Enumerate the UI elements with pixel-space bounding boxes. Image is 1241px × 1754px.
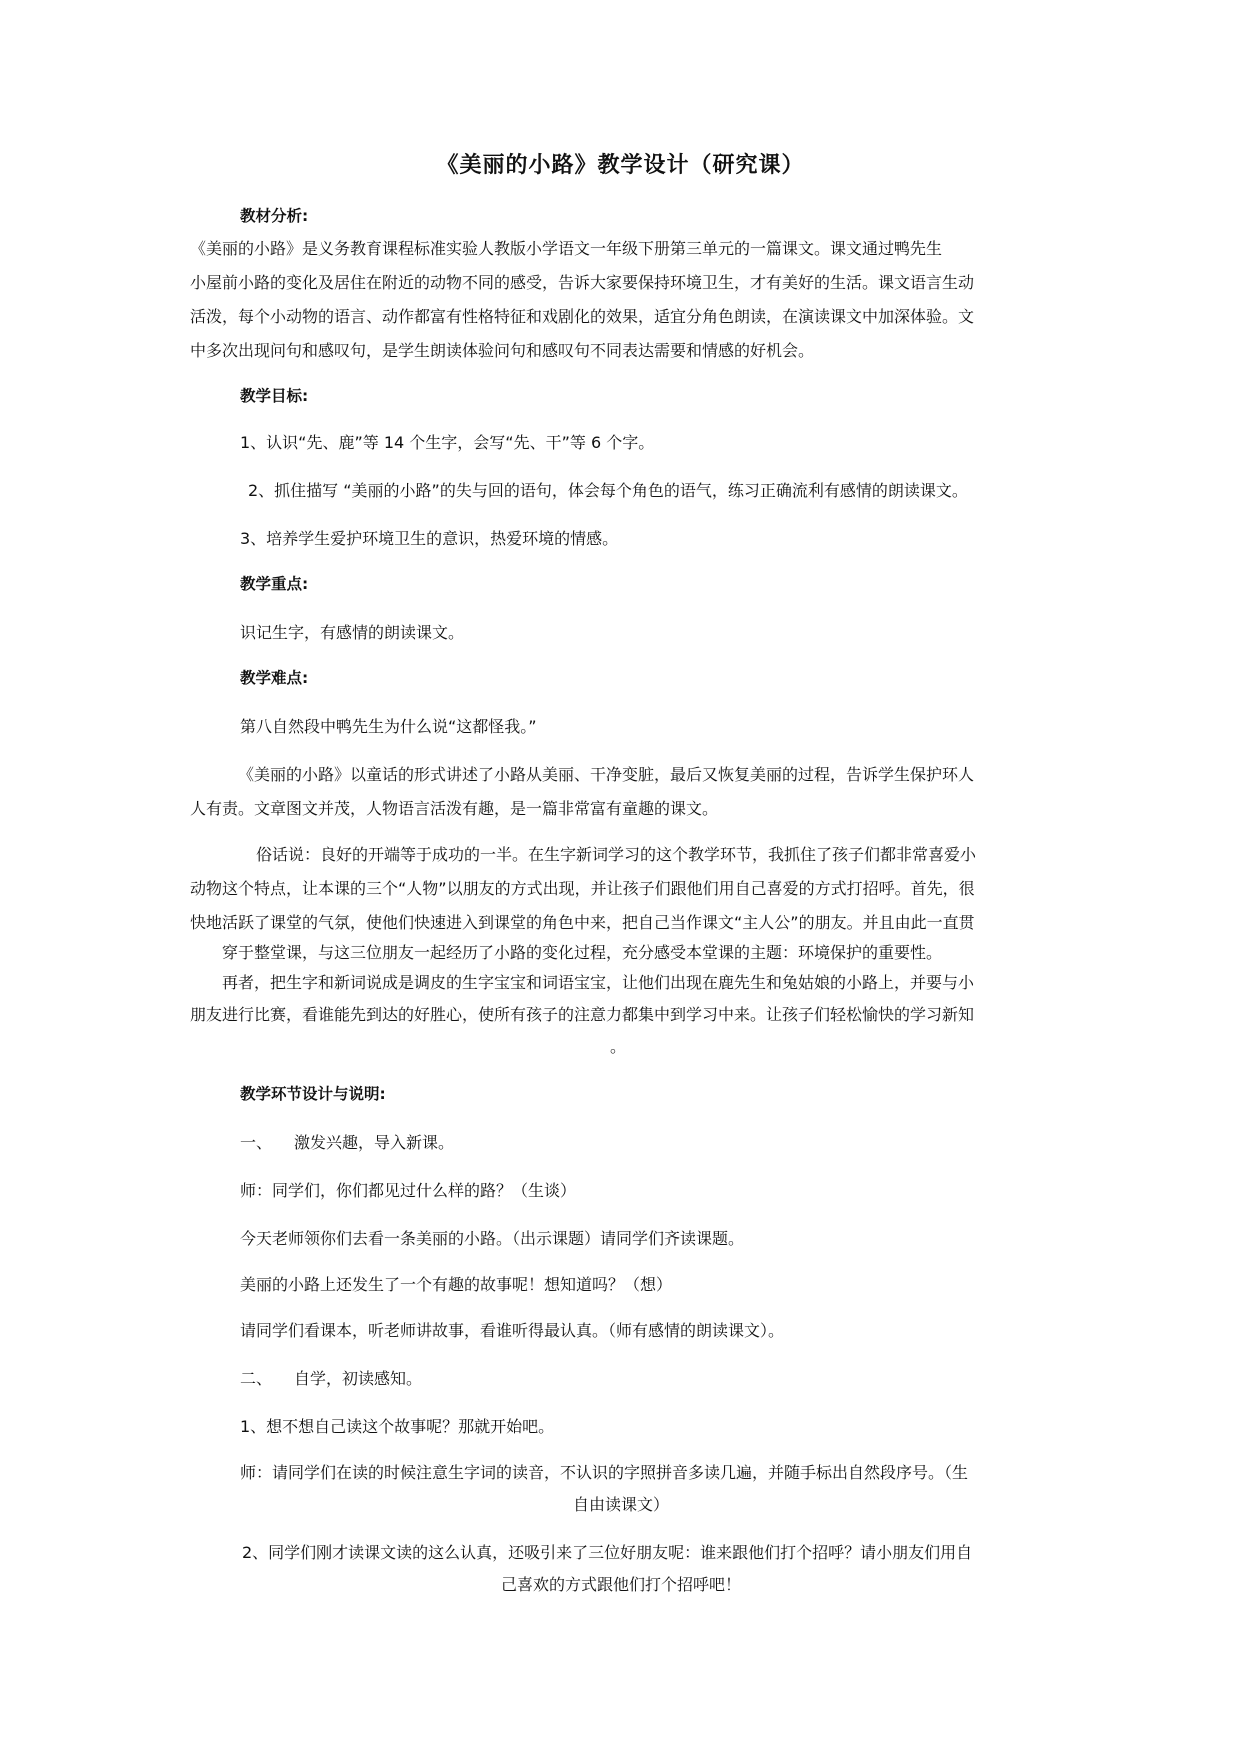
goals-heading: 教学目标: [240, 387, 309, 405]
document-title: 《美丽的小路》教学设计（研究课） [436, 153, 805, 178]
reflection-line: 动物这个特点，让本课的三个“人物”以朋友的方式出现，并让孩子们跟他们用自己喜爱的方式打招呼。首先，很 [190, 879, 975, 898]
summary-line: 人有责。文章图文并茂，人物语言活泼有趣，是一篇非常富有童趣的课文。 [190, 799, 719, 818]
difficulty-text: 第八自然段中鸭先生为什么说“这都怪我。” [240, 717, 537, 736]
section-line: 师：同学们，你们都见过什么样的路？（生谈） [240, 1181, 577, 1200]
section-line: 2、同学们刚才读课文读的这么认真，还吸引来了三位好朋友呢：谁来跟他们打个招呼？请小朋友们用自 [242, 1543, 973, 1562]
reflection-line: 穿于整堂课，与这三位朋友一起经历了小路的变化过程，充分感受本堂课的主题：环境保护的重要性。 [222, 943, 943, 962]
section-number: 二、 [240, 1369, 273, 1388]
analysis-line: 中多次出现问句和感叹句，是学生朗读体验问句和感叹句不同表达需要和情感的好机会。 [190, 341, 815, 360]
analysis-line: 《美丽的小路》是义务教育课程标准实验人教版小学语文一年级下册第三单元的一篇课文。课文通过鸭先生 [190, 239, 943, 258]
section-two-heading [240, 1366, 422, 1389]
goal-item: 2、抓住描写 “美丽的小路”的失与回的语句，体会每个角色的语气，练习正确流利有感情的朗读课文。 [248, 481, 968, 500]
goal-item: 3、培养学生爱护环境卫生的意识，热爱环境的情感。 [240, 529, 619, 548]
section-line: 今天老师领你们去看一条美丽的小路。（出示课题）请同学们齐读课题。 [240, 1229, 745, 1248]
key-point-heading: 教学重点: [240, 575, 309, 593]
section-line: 请同学们看课本，听老师讲故事，看谁听得最认真。（师有感情的朗读课文）。 [240, 1321, 785, 1340]
design-heading: 教学环节设计与说明: [240, 1085, 386, 1103]
key-point-text: 识记生字，有感情的朗读课文。 [240, 623, 465, 642]
analysis-line: 小屋前小路的变化及居住在附近的动物不同的感受，告诉大家要保持环境卫生，才有美好的生活。课文语言生动 [190, 273, 975, 292]
reflection-line: 再者，把生字和新词说成是调皮的生字宝宝和词语宝宝，让他们出现在鹿先生和兔姑娘的小路上，并要与小 [222, 973, 975, 992]
reflection-line: 俗话说：良好的开端等于成功的一半。在生字新词学习的这个教学环节，我抓住了孩子们都非常喜爱小 [256, 845, 977, 864]
reflection-line: 。 [610, 1037, 627, 1056]
reflection-line: 朋友进行比赛，看谁能先到达的好胜心，使所有孩子的注意力都集中到学习中来。让孩子们轻松愉快的学习新知 [190, 1005, 975, 1024]
section-line: 己喜欢的方式跟他们打个招呼吧！ [500, 1575, 741, 1594]
analysis-heading: 教材分析: [240, 207, 309, 225]
section-line: 自由读课文） [572, 1495, 669, 1514]
section-number: 一、 [240, 1133, 273, 1152]
section-one-heading [240, 1130, 454, 1153]
section-line: 1、想不想自己读这个故事呢？那就开始吧。 [240, 1417, 555, 1436]
difficulty-heading: 教学难点: [240, 669, 309, 687]
section-line: 师：请同学们在读的时候注意生字词的读音，不认识的字照拼音多读几遍，并随手标出自然段序号。（生 [240, 1463, 969, 1482]
section-title: 激发兴趣，导入新课。 [294, 1133, 455, 1152]
section-title: 自学，初读感知。 [294, 1369, 423, 1388]
summary-line: 《美丽的小路》以童话的形式讲述了小路从美丽、干净变脏，最后又恢复美丽的过程，告诉学生保护环人 [238, 765, 975, 784]
section-line: 美丽的小路上还发生了一个有趣的故事呢！想知道吗？（想） [240, 1275, 673, 1294]
reflection-line: 快地活跃了课堂的气氛，使他们快速进入到课堂的角色中来，把自己当作课文“主人公”的朋友。并且由此一直贯 [190, 913, 975, 932]
goal-item: 1、认识“先、鹿”等 14 个生字，会写“先、干”等 6 个字。 [240, 433, 655, 452]
analysis-line: 活泼，每个小动物的语言、动作都富有性格特征和戏剧化的效果，适宜分角色朗读，在演读课文中加深体验。文 [190, 307, 975, 326]
